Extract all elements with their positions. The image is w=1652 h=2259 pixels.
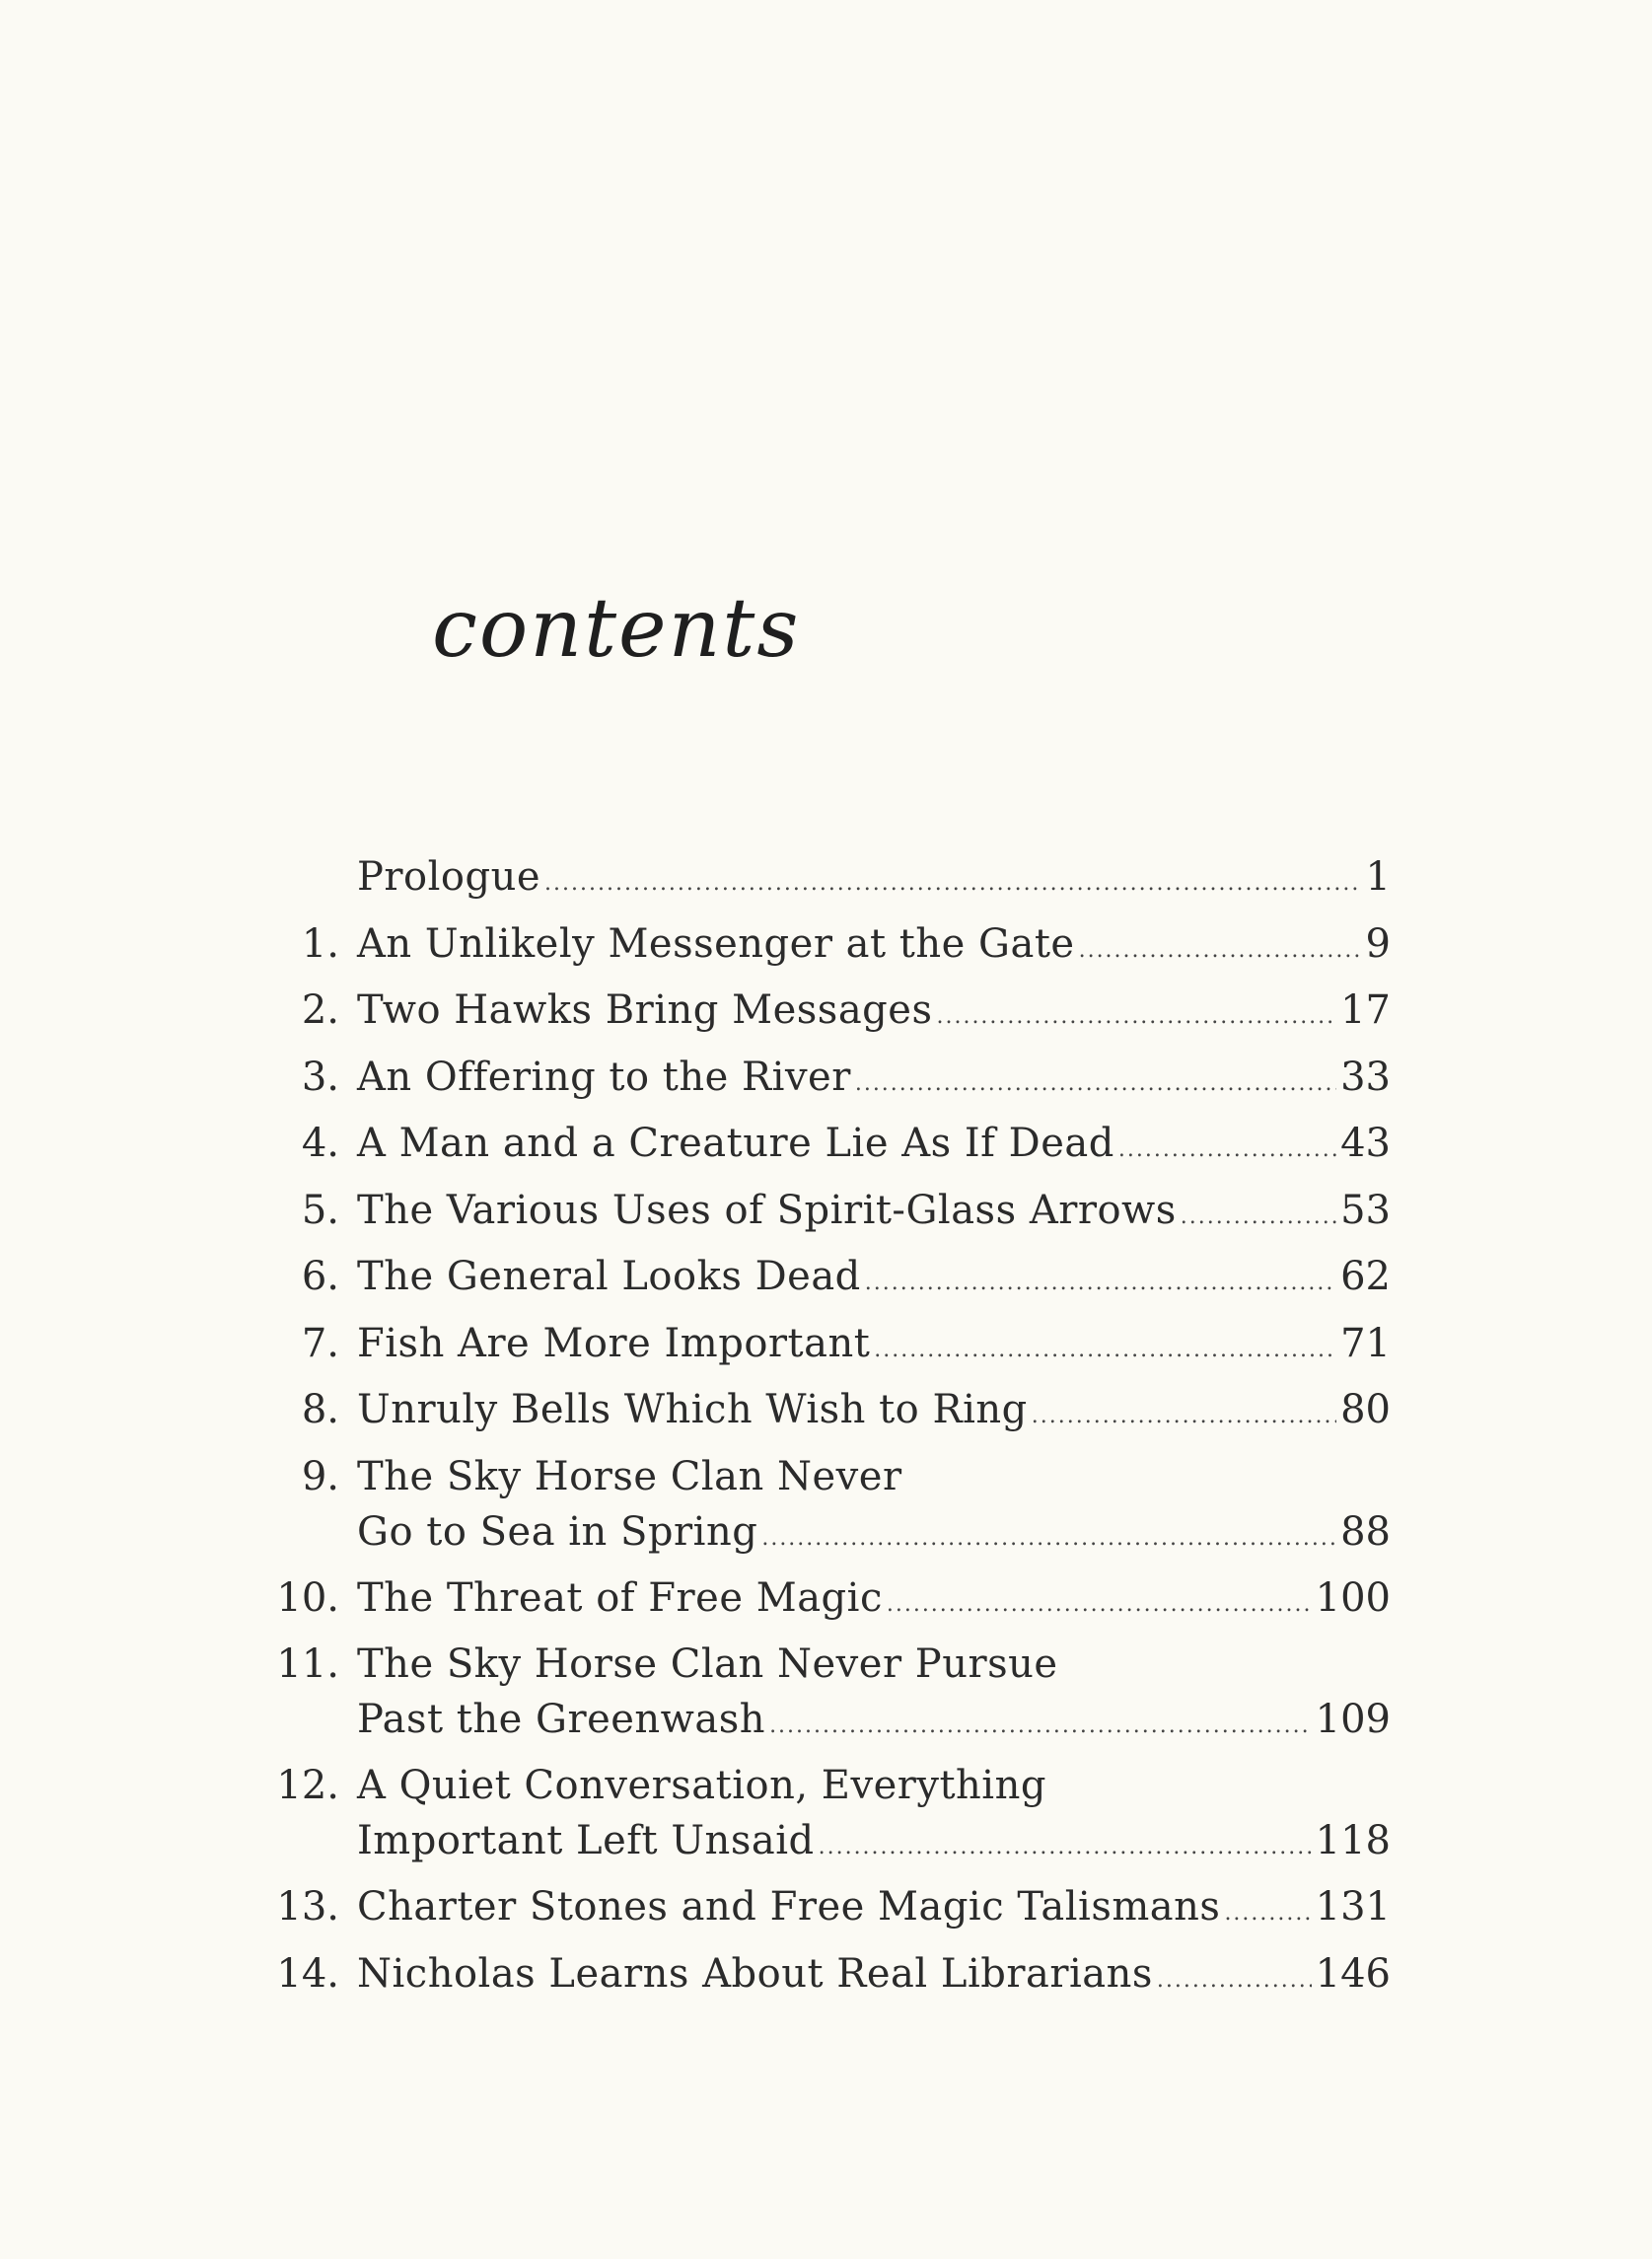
chapter-number: 8. — [301, 1387, 339, 1432]
chapter-title: The Threat of Free Magic — [357, 1574, 883, 1621]
chapter-title: Charter Stones and Free Magic Talismans — [357, 1884, 1221, 1930]
toc-entry — [266, 1874, 1391, 1941]
dot-leader — [1157, 1947, 1312, 2014]
page-number: 53 — [1340, 1187, 1391, 1233]
page-number: 80 — [1340, 1387, 1391, 1432]
chapter-title: The Sky Horse Clan Never Pursue — [357, 1641, 1058, 1687]
page-number: 109 — [1315, 1697, 1391, 1742]
chapter-number: 13. — [276, 1884, 339, 1930]
dot-leader — [1079, 917, 1362, 984]
toc-entry — [266, 1178, 1391, 1245]
toc-entry — [266, 1753, 1391, 1874]
toc-entry — [266, 844, 1391, 911]
toc-entry — [266, 1566, 1391, 1633]
dot-leader — [1224, 1880, 1311, 1947]
chapter-title: Nicholas Learns About Real Librarians — [357, 1950, 1153, 1997]
chapter-title: An Unlikely Messenger at the Gate — [357, 920, 1075, 967]
dot-leader — [761, 1505, 1336, 1572]
chapter-title: The General Looks Dead — [357, 1254, 861, 1299]
contents-heading: contents — [432, 582, 801, 676]
page-number: 88 — [1340, 1508, 1391, 1555]
chapter-title: The Sky Horse Clan Never — [357, 1453, 902, 1499]
page-number: 71 — [1340, 1320, 1391, 1366]
toc-entry — [266, 1941, 1391, 2008]
page-number: 43 — [1340, 1121, 1391, 1166]
toc-entry — [266, 1632, 1391, 1753]
chapter-number: 1. — [301, 920, 339, 967]
page-number: 9 — [1365, 920, 1391, 967]
table-of-contents — [266, 844, 1391, 2007]
chapter-title: Go to Sea in Spring — [357, 1508, 758, 1555]
chapter-title: Past the Greenwash — [357, 1697, 766, 1742]
toc-entry — [266, 1377, 1391, 1444]
chapter-title: An Offering to the River — [357, 1054, 851, 1100]
page-number: 1 — [1365, 854, 1391, 900]
dot-leader — [1118, 1117, 1336, 1184]
chapter-title: Unruly Bells Which Wish to Ring — [357, 1387, 1028, 1432]
dot-leader — [855, 1051, 1336, 1118]
chapter-number: 2. — [301, 987, 339, 1033]
chapter-number: 10. — [276, 1574, 339, 1621]
page-number: 146 — [1315, 1950, 1391, 1997]
chapter-number: 12. — [276, 1763, 339, 1808]
dot-leader — [887, 1571, 1312, 1639]
dot-leader — [544, 850, 1362, 917]
chapter-number: 4. — [301, 1121, 339, 1166]
chapter-title: A Man and a Creature Lie As If Dead — [357, 1121, 1114, 1166]
toc-entry — [266, 1311, 1391, 1378]
chapter-number: 14. — [276, 1950, 339, 1997]
chapter-number: 7. — [301, 1320, 339, 1366]
toc-entry — [266, 978, 1391, 1045]
chapter-title: Prologue — [357, 854, 541, 900]
chapter-number: 6. — [301, 1254, 339, 1299]
toc-entry — [266, 911, 1391, 979]
toc-entry — [266, 1045, 1391, 1112]
chapter-number: 9. — [301, 1453, 339, 1499]
dot-leader — [936, 984, 1336, 1051]
toc-entry — [266, 1244, 1391, 1311]
dot-leader — [769, 1693, 1312, 1760]
dot-leader — [1181, 1184, 1336, 1251]
page-number: 62 — [1340, 1254, 1391, 1299]
dot-leader — [865, 1250, 1336, 1317]
toc-entry — [266, 1444, 1391, 1566]
page-number: 118 — [1315, 1818, 1391, 1863]
chapter-title: Two Hawks Bring Messages — [357, 987, 933, 1033]
dot-leader — [819, 1814, 1312, 1881]
page-number: 100 — [1315, 1574, 1391, 1621]
toc-entry — [266, 1111, 1391, 1178]
chapter-title: The Various Uses of Spirit-Glass Arrows — [357, 1187, 1177, 1233]
dot-leader — [874, 1317, 1336, 1384]
page-number: 17 — [1340, 987, 1391, 1033]
chapter-number: 5. — [301, 1187, 339, 1233]
chapter-title: Fish Are More Important — [357, 1320, 871, 1366]
page-number: 131 — [1315, 1884, 1391, 1930]
chapter-number: 3. — [301, 1054, 339, 1100]
chapter-number: 11. — [276, 1641, 339, 1687]
page-number: 33 — [1340, 1054, 1391, 1100]
dot-leader — [1032, 1383, 1336, 1450]
chapter-title: Important Left Unsaid — [357, 1818, 815, 1863]
chapter-title: A Quiet Conversation, Everything — [357, 1763, 1046, 1808]
